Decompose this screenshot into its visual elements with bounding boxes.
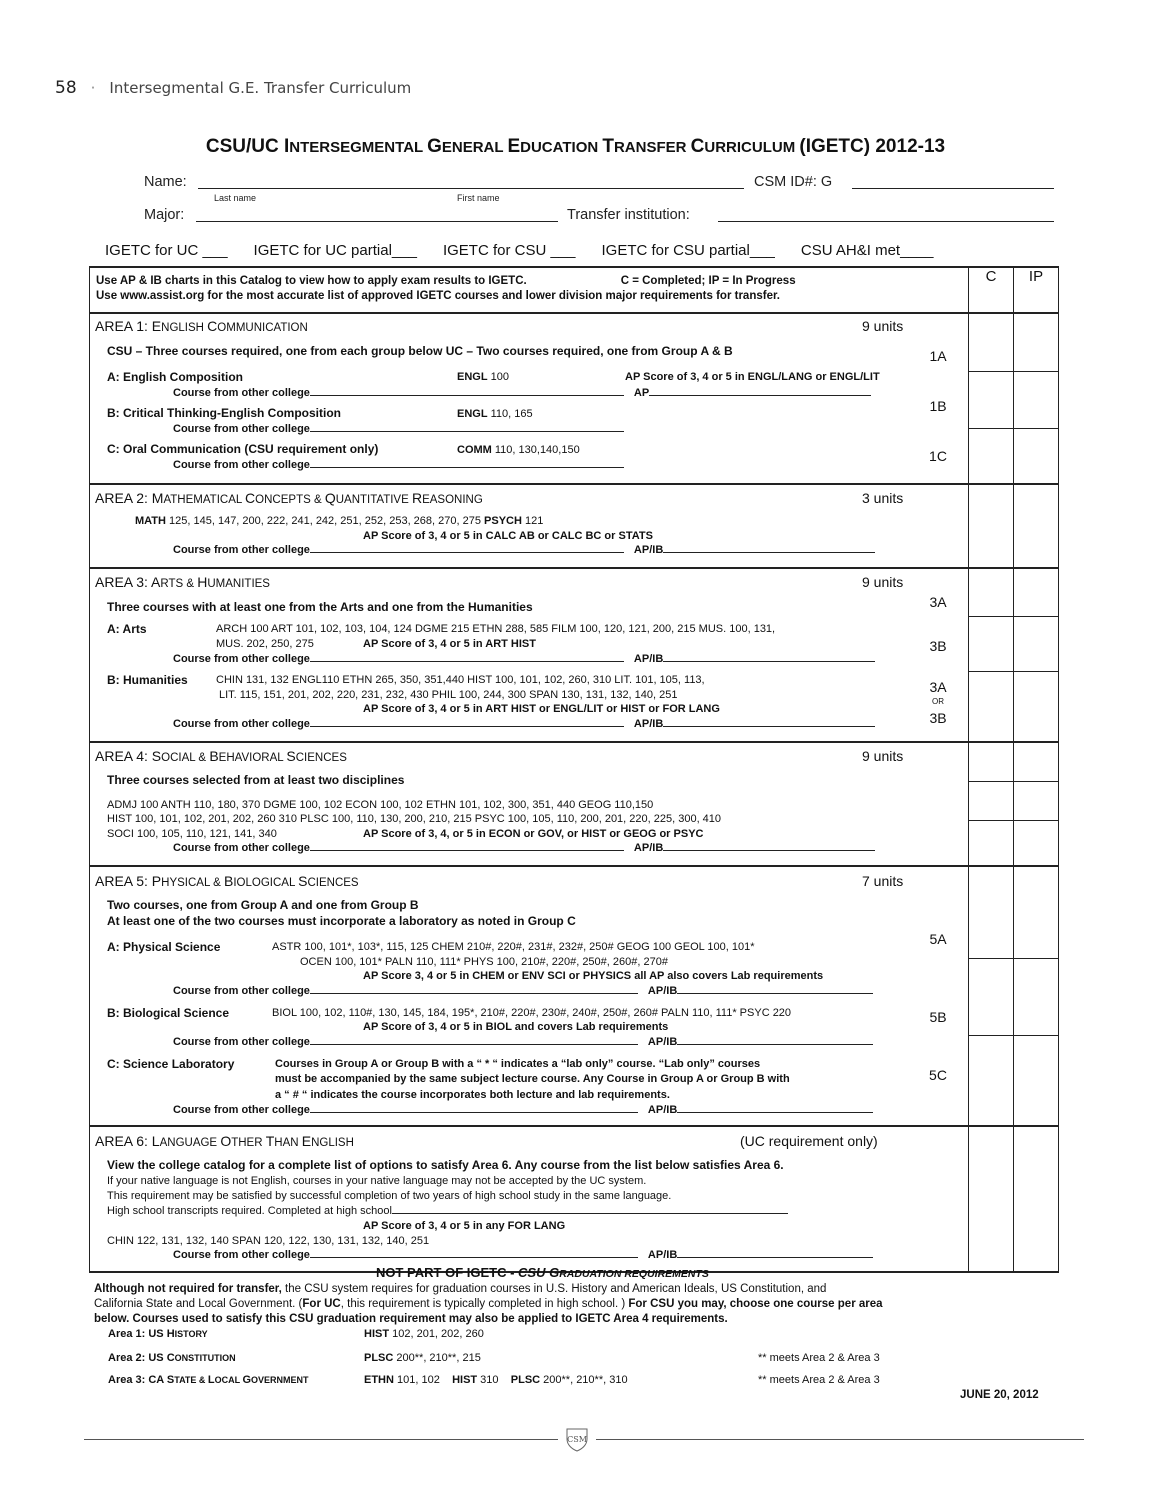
last-name-caption: Last name xyxy=(214,193,257,203)
label-5a: 5A xyxy=(929,931,947,947)
area-6-content xyxy=(90,1126,909,1272)
area-3a-ap: AP Score of 3, 4 or 5 in ART HIST xyxy=(363,638,536,650)
area-2-units: 3 units xyxy=(862,490,904,506)
area-3a-courses-2: MUS. 202, 250, 275 xyxy=(216,638,314,650)
column-header-in-progress: IP xyxy=(1014,267,1059,313)
area-1-heading: AREA 1: ENGLISH COMMUNICATION xyxy=(95,318,308,334)
area-5a-label: A: Physical Science xyxy=(107,940,221,954)
area-1c-other: Course from other college xyxy=(173,459,624,471)
option-igetc-uc-partial[interactable]: IGETC for UC partial___ xyxy=(253,242,417,259)
revision-date: JUNE 20, 2012 xyxy=(960,1389,1039,1401)
column-header-completed: C xyxy=(969,267,1014,313)
area-1c-course: COMM 110, 130,140,150 xyxy=(457,444,580,456)
area-4-heading: AREA 4: SOCIAL & BEHAVIORAL SCIENCES xyxy=(95,748,347,764)
area-5-heading: AREA 5: PHYSICAL & BIOLOGICAL SCIENCES xyxy=(95,873,359,889)
area-4-intro: Three courses selected from at least two disciplines xyxy=(107,773,405,787)
option-igetc-csu-partial[interactable]: IGETC for CSU partial___ xyxy=(601,242,775,259)
label-1b: 1B xyxy=(929,398,947,414)
area-1b-label: B: Critical Thinking-English Composition xyxy=(107,406,341,420)
first-name-caption: First name xyxy=(457,193,500,203)
label-1c: 1C xyxy=(929,448,947,464)
area-1c-label: C: Oral Communication (CSU requirement only) xyxy=(107,442,379,456)
name-field[interactable] xyxy=(198,188,744,189)
area-5c-label: C: Science Laboratory xyxy=(107,1057,235,1071)
label-or: OR xyxy=(932,697,944,706)
area-6-ap: AP Score of 3, 4 or 5 in any FOR LANG xyxy=(363,1220,566,1232)
csu-grad-paragraph-2: California State and Local Government. (For UC, this requirement is typically completed in high school. ) For CSU you may, choose one course per area xyxy=(94,1298,883,1310)
area-6-paragraph-1: If your native language is not English, courses in your native language may not be accepted by the UC system. xyxy=(107,1175,647,1187)
area-3-units: 9 units xyxy=(862,574,904,590)
area-6-courses: CHIN 122, 131, 132, 140 SPAN 120, 122, 130, 131, 132, 140, 251 xyxy=(107,1235,430,1247)
label-3a-alt: 3A xyxy=(929,679,947,695)
area-4-in-progress-boxes[interactable] xyxy=(1014,742,1059,866)
area-5b-other: Course from other college AP/IB xyxy=(173,1036,873,1048)
area-2-courses: MATH 125, 145, 147, 200, 222, 241, 242, 251, 252, 253, 268, 270, 275 PSYCH 121 xyxy=(135,515,544,527)
area-5a-ap: AP Score 3, 4 or 5 in CHEM or ENV SCI or PHYSICS all AP also covers Lab requirements xyxy=(363,970,824,982)
area-2-completed-box[interactable] xyxy=(969,484,1014,568)
csm-id-field[interactable] xyxy=(852,188,1054,189)
grad-area-2-note: ** meets Area 2 & Area 3 xyxy=(758,1352,880,1364)
area-1b-other: Course from other college xyxy=(173,423,624,435)
area-3-labels xyxy=(908,568,969,742)
area-6-note: (UC requirement only) xyxy=(740,1133,878,1149)
label-3b-alt: 3B xyxy=(929,710,947,726)
area-4-labels xyxy=(908,742,969,866)
grad-area-2-label: Area 2: US CONSTITUTION xyxy=(108,1352,236,1364)
area-5b-courses: BIOL 100, 102, 110#, 130, 145, 184, 195*, 210#, 220#, 230#, 240#, 250#, 260# PALN 110, 111* PSYC 220 xyxy=(272,1007,792,1019)
transfer-institution-label: Transfer institution: xyxy=(567,207,690,223)
area-6-paragraph-2: This requirement may be satisfied by successful completion of two years of high school study in the same language. xyxy=(107,1190,672,1202)
area-2-in-progress-box[interactable] xyxy=(1014,484,1059,568)
footer-rule-left xyxy=(84,1439,558,1440)
area-5a-courses-1: ASTR 100, 101*, 103*, 115, 125 CHEM 210#, 220#, 231#, 232#, 250# GEOG 100 GEOL 100, 101* xyxy=(272,941,755,953)
area-4-content xyxy=(90,742,909,866)
svg-text:CSM: CSM xyxy=(567,1435,587,1444)
area-4-completed-boxes[interactable] xyxy=(969,742,1014,866)
csu-grad-heading: NOT PART OF IGETC - CSU GRADUATION REQUIREMENTS xyxy=(376,1265,709,1280)
footer-rule-right xyxy=(596,1439,1084,1440)
area-3-intro: Three courses with at least one from the Arts and one from the Humanities xyxy=(107,600,533,614)
area-4-courses-3: SOCI 100, 105, 110, 121, 141, 340 xyxy=(107,828,277,840)
grad-area-1-label: Area 1: US HISTORY xyxy=(108,1328,208,1340)
transfer-institution-field[interactable] xyxy=(718,221,1054,222)
area-5a-other: Course from other college AP/IB xyxy=(173,985,873,997)
label-3a: 3A xyxy=(929,594,947,610)
area-1b-course: ENGL 110, 165 xyxy=(457,408,533,420)
igetc-table xyxy=(89,266,1059,1273)
major-field[interactable] xyxy=(196,221,558,222)
area-5c-text-2: must be accompanied by the same subject lecture course. Any Course in Group A or Group B with xyxy=(275,1073,790,1085)
area-5c-other: Course from other college AP/IB xyxy=(173,1104,873,1116)
area-4-other: Course from other college AP/IB xyxy=(173,842,875,854)
area-3b-label: B: Humanities xyxy=(107,673,188,687)
area-3a-courses-1: ARCH 100 ART 101, 102, 103, 104, 124 DGME 215 ETHN 288, 585 FILM 100, 120, 121, 200, 215 MUS. 100, 131, xyxy=(216,623,776,635)
area-5-intro-1: Two courses, one from Group A and one from Group B xyxy=(107,898,419,912)
running-header xyxy=(55,78,411,98)
option-igetc-uc[interactable]: IGETC for UC ___ xyxy=(105,242,228,259)
grad-area-3-label: Area 3: CA STATE & LOCAL GOVERNMENT xyxy=(108,1374,309,1386)
running-title: Intersegmental G.E. Transfer Curriculum xyxy=(109,79,412,97)
area-6-in-progress-box[interactable] xyxy=(1014,1126,1059,1272)
area-3-in-progress-boxes[interactable] xyxy=(1014,568,1059,742)
area-3a-other: Course from other college AP/IB xyxy=(173,653,875,665)
area-5-in-progress-boxes[interactable] xyxy=(1014,866,1059,1126)
area-5c-text-3: a “ # “ indicates the course incorporates both lecture and lab requirements. xyxy=(275,1089,670,1101)
area-5-content xyxy=(90,866,909,1126)
area-5-labels xyxy=(908,866,969,1126)
area-1a-other: Course from other college AP xyxy=(173,387,871,399)
csm-id-label: CSM ID#: G xyxy=(754,174,833,190)
area-3-content xyxy=(90,568,909,742)
area-1a-ap: AP Score of 3, 4 or 5 in ENGL/LANG or ENGL/LIT xyxy=(625,371,880,383)
area-6-completed-box[interactable] xyxy=(969,1126,1014,1272)
area-1-intro: CSU – Three courses required, one from each group below UC – Two courses required, one from Group A & B xyxy=(107,344,733,358)
csm-logo-icon xyxy=(564,1426,590,1452)
area-2-ap: AP Score of 3, 4 or 5 in CALC AB or CALC BC or STATS xyxy=(363,530,653,542)
csu-grad-paragraph-1: Although not required for transfer, the CSU system requires for graduation courses in U.S. History and American Ideals, US Constitution, and xyxy=(94,1283,827,1295)
area-1-completed-boxes[interactable] xyxy=(969,313,1014,484)
grad-area-3-note: ** meets Area 2 & Area 3 xyxy=(758,1374,880,1386)
grad-area-3-courses: ETHN 101, 102 HIST 310 PLSC 200**, 210**, 310 xyxy=(364,1374,628,1386)
area-3-completed-boxes[interactable] xyxy=(969,568,1014,742)
label-3b: 3B xyxy=(929,638,947,654)
area-1-labels xyxy=(908,313,969,484)
header-separator: · xyxy=(90,79,96,97)
area-3b-other: Course from other college AP/IB xyxy=(173,718,875,730)
area-2-heading: AREA 2: MATHEMATICAL CONCEPTS & QUANTITATIVE REASONING xyxy=(95,490,483,506)
area-1a-course: ENGL 100 xyxy=(457,371,509,383)
area-6-labels xyxy=(908,1126,969,1272)
name-label: Name: xyxy=(144,174,187,190)
csu-grad-paragraph-3: below. Courses used to satisfy this CSU graduation requirement may also be applied to IGETC Area 4 requirements. xyxy=(94,1313,728,1325)
area-6-row xyxy=(90,1126,1059,1272)
area-5b-ap: AP Score of 3, 4 or 5 in BIOL and covers Lab requirements xyxy=(363,1021,669,1033)
table-instructions: Use AP & IB charts in this Catalog to view how to apply exam results to IGETC. C = Completed; IP = In Progress Use www.assist.org for the most accurate list of approved IGETC courses and lower division major requirements for transfer. xyxy=(90,267,969,313)
area-3b-ap: AP Score of 3, 4 or 5 in ART HIST or ENGL/LIT or HIST or FOR LANG xyxy=(363,703,720,715)
area-6-heading: AREA 6: LANGUAGE OTHER THAN ENGLISH xyxy=(95,1133,354,1149)
area-2-row xyxy=(90,484,1059,568)
area-5b-label: B: Biological Science xyxy=(107,1006,230,1020)
area-5-intro-2: At least one of the two courses must incorporate a laboratory as noted in Group C xyxy=(107,914,576,928)
area-1-in-progress-boxes[interactable] xyxy=(1014,313,1059,484)
area-4-courses-1: ADMJ 100 ANTH 110, 180, 370 DGME 100, 102 ECON 100, 102 ETHN 101, 102, 300, 351, 440 GEOG 110,150 xyxy=(107,799,654,811)
area-1-content xyxy=(90,313,909,484)
option-igetc-csu[interactable]: IGETC for CSU ___ xyxy=(442,242,576,259)
grad-area-1-courses: HIST 102, 201, 202, 260 xyxy=(364,1328,484,1340)
area-5c-text-1: Courses in Group A or Group B with a “ * “ indicates a “lab only” course. “Lab only” courses xyxy=(275,1058,761,1070)
table-header-row xyxy=(90,267,1059,313)
area-4-units: 9 units xyxy=(862,748,904,764)
major-label: Major: xyxy=(144,207,185,223)
area-4-row xyxy=(90,742,1059,866)
label-5c: 5C xyxy=(929,1067,947,1083)
page-number: 58 xyxy=(55,78,77,98)
area-2-content xyxy=(90,484,909,568)
area-6-paragraph-3: High school transcripts required. Completed at high school xyxy=(107,1205,788,1217)
label-1a: 1A xyxy=(929,348,947,364)
igetc-options xyxy=(105,242,933,259)
area-4-ap: AP Score of 3, 4, or 5 in ECON or GOV, or HIST or GEOG or PSYC xyxy=(363,828,704,840)
area-3-heading: AREA 3: ARTS & HUMANITIES xyxy=(95,574,270,590)
area-3b-courses-2: LIT. 115, 151, 201, 202, 220, 231, 232, 430 PHIL 100, 244, 300 SPAN 130, 131, 132, 140, 251 xyxy=(219,689,678,701)
area-4-courses-2: HIST 100, 101, 102, 201, 202, 260 310 PLSC 100, 110, 130, 200, 210, 215 PSYC 100, 105, 110, 200, 201, 220, 225, 300, 410 xyxy=(107,813,722,825)
label-5b: 5B xyxy=(929,1009,947,1025)
page-title: CSU/UC INTERSEGMENTAL GENERAL EDUCATION TRANSFER CURRICULUM (IGETC) 2012-13 xyxy=(205,136,946,157)
area-3b-courses-1: CHIN 131, 132 ENGL110 ETHN 265, 350, 351,440 HIST 100, 101, 102, 260, 310 LIT. 101, 105, 113, xyxy=(216,674,705,686)
area-1a-label: A: English Composition xyxy=(107,370,243,384)
area-6-other: Course from other college AP/IB xyxy=(173,1249,873,1261)
area-6-intro: View the college catalog for a complete list of options to satisfy Area 6. Any course from the list below satisfies Area 6. xyxy=(107,1158,784,1172)
area-5-row xyxy=(90,866,1059,1126)
area-3a-label: A: Arts xyxy=(107,622,147,636)
area-1-row xyxy=(90,313,1059,484)
area-2-other: Course from other college AP/IB xyxy=(173,544,875,556)
grad-area-2-courses: PLSC 200**, 210**, 215 xyxy=(364,1352,481,1364)
option-csu-ahi[interactable]: CSU AH&I met____ xyxy=(800,242,934,259)
area-5-units: 7 units xyxy=(862,873,904,889)
area-1-units: 9 units xyxy=(862,318,904,334)
area-5-completed-boxes[interactable] xyxy=(969,866,1014,1126)
area-3-row xyxy=(90,568,1059,742)
area-5a-courses-2: OCEN 100, 101* PALN 110, 111* PHYS 100, 210#, 220#, 250#, 260#, 270# xyxy=(300,956,668,968)
area-2-labels xyxy=(908,484,969,568)
